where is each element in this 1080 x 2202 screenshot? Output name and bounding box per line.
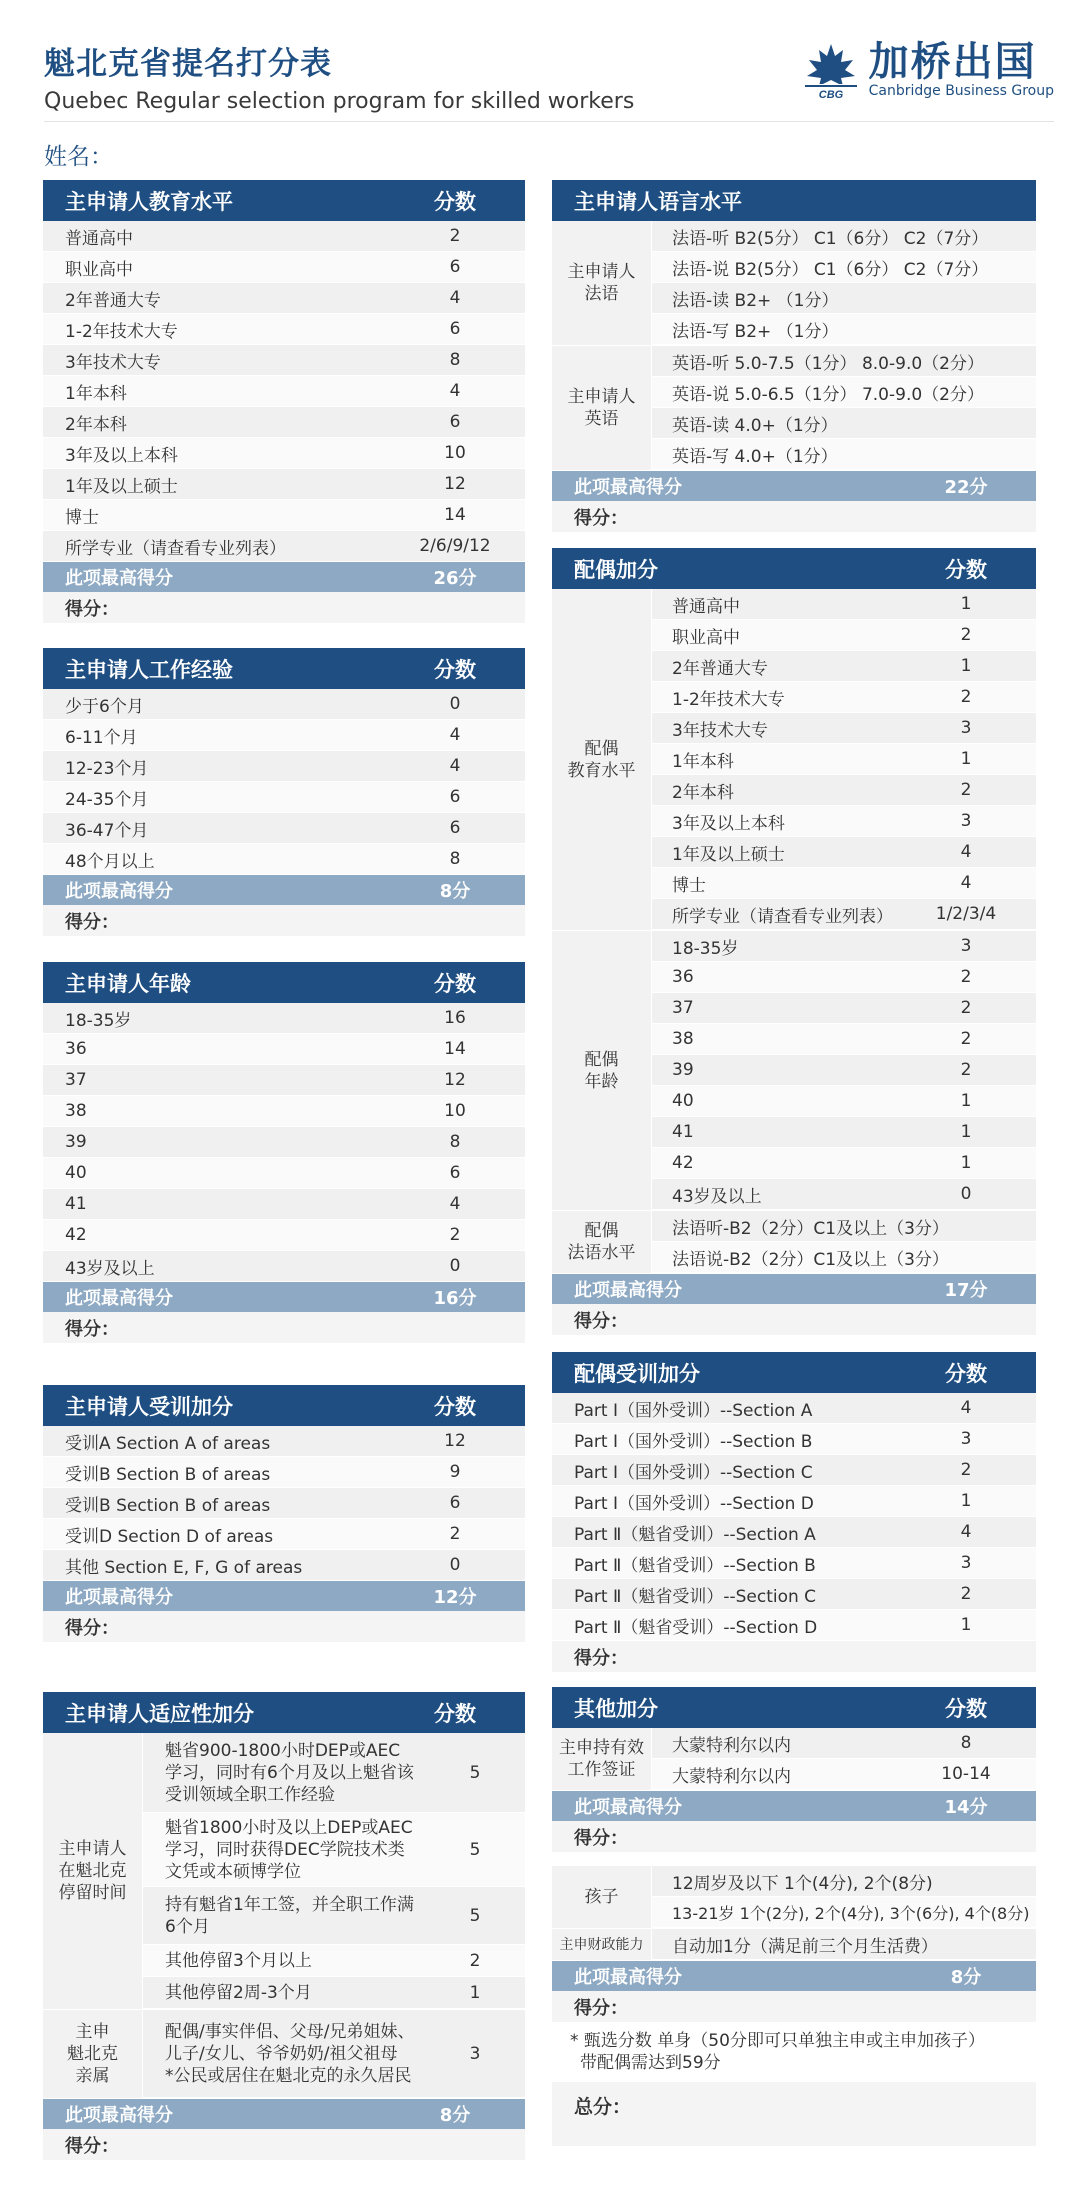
spouse-header [552,548,1036,589]
table-row: 法语说-B2（2分）C1及以上（3分） [652,1242,1036,1273]
english-group [552,346,1036,471]
table-row: 配偶/事实伴侣、父母/兄弟姐妹、儿子/女儿、爷爷奶奶/祖父祖母 *公民或居住在魁北克的永久居民 3 [143,2010,525,2098]
table-row: 3年技术大专 3 [652,713,1036,744]
language-header [552,180,1036,221]
note-line: 带配偶需达到59分 [580,2053,721,2073]
table-row: 受训D Section D of areas 2 [43,1519,525,1550]
table-row: 普通高中 1 [652,589,1036,620]
table-row: 1年及以上硕士 12 [43,469,525,500]
page-subtitle: Quebec Regular selection program for skilled workers [44,89,635,114]
table-row: 24-35个月 6 [43,782,525,813]
note-line: * 甄选分数 单身（50分即可只单独主申或主申加孩子） [570,2031,985,2051]
spouse-education-group [552,589,1036,931]
table-row: 12周岁及以下 1个(4分), 2个(8分) [652,1866,1036,1897]
section-title: 主申请人年龄 [65,971,191,996]
table-row: 法语听-B2（2分）C1及以上（3分） [652,1211,1036,1242]
section-title: 其他加分 [574,1696,658,1721]
table-row: 36 14 [43,1034,525,1065]
table-row: 48个月以上 8 [43,844,525,875]
finance-group [552,1929,1036,1961]
table-row: 41 4 [43,1189,525,1220]
table-row: 2年本科 6 [43,407,525,438]
max-score-row: 此项最高得分 26分 [43,562,525,592]
table-row: 12-23个月 4 [43,751,525,782]
spouse-section [552,548,1036,1335]
score-input-row: 得分： [43,1312,525,1343]
education-header [43,180,525,221]
table-row: Part Ⅰ（国外受训）--Section A 4 [552,1393,1036,1424]
spouse-training-header [552,1352,1036,1393]
training-section [43,1385,525,1642]
section-title: 配偶受训加分 [574,1361,700,1386]
table-row: 所学专业（请查看专业列表） 1/2/3/4 [652,899,1036,930]
age-section [43,962,525,1343]
work-section [43,648,525,936]
score-input-row: 得分： [552,1991,1036,2022]
children-group [552,1866,1036,1929]
table-row: 1-2年技术大专 6 [43,314,525,345]
table-row: 大蒙特利尔以内 10-14 [652,1759,1036,1790]
logo-chinese-name: 加桥出国 [868,39,1037,85]
table-row: 英语-听 5.0-7.5（1分） 8.0-9.0（2分） [652,346,1036,377]
max-score-row: 此项最高得分 22分 [552,471,1036,501]
table-row: 18-35岁 16 [43,1003,525,1034]
table-row: 2年本科 2 [652,775,1036,806]
group-label: 配偶 法语水平 [552,1211,652,1273]
max-score-row: 此项最高得分 17分 [552,1274,1036,1304]
french-group [552,221,1036,346]
section-title: 主申请人工作经验 [65,657,233,682]
table-row: 41 1 [652,1117,1036,1148]
table-row: 39 2 [652,1055,1036,1086]
table-row: 英语-写 4.0+（1分） [652,439,1036,470]
page-title: 魁北克省提名打分表 [44,46,332,82]
maple-leaf-icon [801,40,861,100]
total-score-row: 总分： [552,2082,1036,2146]
name-field-label: 姓名： [44,144,113,170]
table-row: 博士 14 [43,500,525,531]
table-row: 38 10 [43,1096,525,1127]
table-row: 法语-写 B2+ （1分） [652,314,1036,345]
table-row: 43岁及以上 0 [652,1179,1036,1210]
table-row: 其他停留2周-3个月 1 [143,1977,525,2009]
table-row: 法语-读 B2+ （1分） [652,283,1036,314]
age-header [43,962,525,1003]
group-label: 主申 魁北克 亲属 [43,2010,143,2098]
table-row: Part Ⅰ（国外受训）--Section D 1 [552,1486,1036,1517]
spouse-training-rows [552,1393,1036,1641]
page-header [44,38,1054,122]
adaptability-header [43,1692,525,1733]
table-row: 18-35岁 3 [652,931,1036,962]
education-section [43,180,525,623]
max-score-row: 此项最高得分 16分 [43,1282,525,1312]
table-row: 36 2 [652,962,1036,993]
other-bonus-section [552,1687,1036,2146]
table-row: 受训B Section B of areas 9 [43,1457,525,1488]
table-row: 2年普通大专 1 [652,651,1036,682]
section-title: 主申请人语言水平 [574,189,742,214]
table-row: Part Ⅱ（魁省受训）--Section B 3 [552,1548,1036,1579]
table-row: 39 8 [43,1127,525,1158]
group-label: 主申请人 法语 [552,221,652,345]
section-title: 配偶加分 [574,557,658,582]
max-score-row: 此项最高得分 8分 [43,2099,525,2129]
table-row: 英语-说 5.0-6.5（1分） 7.0-9.0（2分） [652,377,1036,408]
work-rows [43,689,525,875]
group-label: 配偶 教育水平 [552,589,652,930]
table-row: 3年及以上本科 3 [652,806,1036,837]
score-column-header: 分数 [945,557,987,582]
table-row: 1-2年技术大专 2 [652,682,1036,713]
score-input-row: 得分： [552,1821,1036,1852]
table-row: 英语-读 4.0+（1分） [652,408,1036,439]
score-column-header: 分数 [434,657,476,682]
table-row: 42 2 [43,1220,525,1251]
table-row: 37 12 [43,1065,525,1096]
score-input-row: 得分： [552,501,1036,532]
work-header [43,648,525,689]
table-row: 受训A Section A of areas 12 [43,1426,525,1457]
stay-duration-group [43,1733,525,2010]
table-row: 博士 4 [652,868,1036,899]
svg-text:CBG: CBG [818,89,843,100]
other-bonus-header [552,1687,1036,1728]
table-row: 40 1 [652,1086,1036,1117]
section-title: 主申请人适应性加分 [65,1701,254,1726]
score-input-row: 得分： [43,592,525,623]
table-row: 魁省1800小时及以上DEP或AEC学习，同时获得DEC学院技术类文凭或本硕博学位 5 [143,1813,525,1887]
score-column-header: 分数 [434,1394,476,1419]
score-input-row: 得分： [552,1641,1036,1672]
table-row: 36-47个月 6 [43,813,525,844]
table-row: Part Ⅱ（魁省受训）--Section A 4 [552,1517,1036,1548]
table-row: 自动加1分（满足前三个月生活费） [652,1929,1036,1960]
table-row: 43岁及以上 0 [43,1251,525,1282]
score-column-header: 分数 [434,971,476,996]
max-score-row: 此项最高得分 14分 [552,1791,1036,1821]
max-score-row: 此项最高得分 8分 [552,1961,1036,1991]
table-row: 1年本科 1 [652,744,1036,775]
score-input-row: 得分： [43,1611,525,1642]
table-row: 37 2 [652,993,1036,1024]
score-column-header: 分数 [945,1696,987,1721]
selection-note [552,2022,1036,2082]
score-input-row: 得分： [43,905,525,936]
logo-english-name: Canbridge Business Group [868,83,1054,99]
table-row: 其他 Section E, F, G of areas 0 [43,1550,525,1581]
training-rows [43,1426,525,1581]
group-label: 主申请人 英语 [552,346,652,470]
group-label: 孩子 [552,1866,652,1928]
score-input-row: 得分： [43,2129,525,2160]
work-permit-group [552,1728,1036,1791]
table-row: 2年普通大专 4 [43,283,525,314]
group-label: 主申请人 在魁北克 停留时间 [43,1733,143,2009]
table-row: 受训B Section B of areas 6 [43,1488,525,1519]
section-title: 主申请人教育水平 [65,189,233,214]
table-row: Part Ⅱ（魁省受训）--Section C 2 [552,1579,1036,1610]
score-column-header: 分数 [945,1361,987,1386]
group-label: 主申持有效 工作签证 [552,1728,652,1790]
table-row: 6-11个月 4 [43,720,525,751]
company-logo [801,38,1054,102]
table-row: Part Ⅰ（国外受训）--Section B 3 [552,1424,1036,1455]
table-row: 少于6个月 0 [43,689,525,720]
training-header [43,1385,525,1426]
score-column-header: 分数 [434,189,476,214]
table-row: 法语-听 B2(5分） C1（6分） C2（7分） [652,221,1036,252]
score-column-header: 分数 [434,1701,476,1726]
table-row: 普通高中 2 [43,221,525,252]
max-score-row: 此项最高得分 12分 [43,1581,525,1611]
table-row: 职业高中 2 [652,620,1036,651]
section-title: 主申请人受训加分 [65,1394,233,1419]
max-score-row: 此项最高得分 8分 [43,875,525,905]
spouse-age-group [552,931,1036,1211]
table-row: 魁省900-1800小时DEP或AEC学习，同时有6个月及以上魁省该受训领域全职工作经验 5 [143,1733,525,1813]
education-rows [43,221,525,562]
spouse-training-section [552,1352,1036,1672]
table-row: 1年本科 4 [43,376,525,407]
table-row: 其他停留3个月以上 2 [143,1945,525,1977]
language-section [552,180,1036,532]
relatives-group [43,2010,525,2099]
spouse-french-group [552,1211,1036,1274]
table-row: 3年技术大专 8 [43,345,525,376]
table-row: 3年及以上本科 10 [43,438,525,469]
age-rows [43,1003,525,1282]
table-row: 1年及以上硕士 4 [652,837,1036,868]
group-label: 主申财政能力 [552,1929,652,1960]
table-row: 法语-说 B2(5分） C1（6分） C2（7分） [652,252,1036,283]
table-row: 40 6 [43,1158,525,1189]
table-row: 职业高中 6 [43,252,525,283]
group-label: 配偶 年龄 [552,931,652,1210]
table-row: 所学专业（请查看专业列表） 2/6/9/12 [43,531,525,562]
table-row: 大蒙特利尔以内 8 [652,1728,1036,1759]
table-row: Part Ⅰ（国外受训）--Section C 2 [552,1455,1036,1486]
table-row: 42 1 [652,1148,1036,1179]
table-row: Part Ⅱ（魁省受训）--Section D 1 [552,1610,1036,1641]
table-row: 13-21岁 1个(2分), 2个(4分), 3个(6分), 4个(8分) [652,1897,1036,1928]
score-input-row: 得分： [552,1304,1036,1335]
table-row: 持有魁省1年工签，并全职工作满6个月 5 [143,1887,525,1945]
table-row: 38 2 [652,1024,1036,1055]
adaptability-section [43,1692,525,2160]
